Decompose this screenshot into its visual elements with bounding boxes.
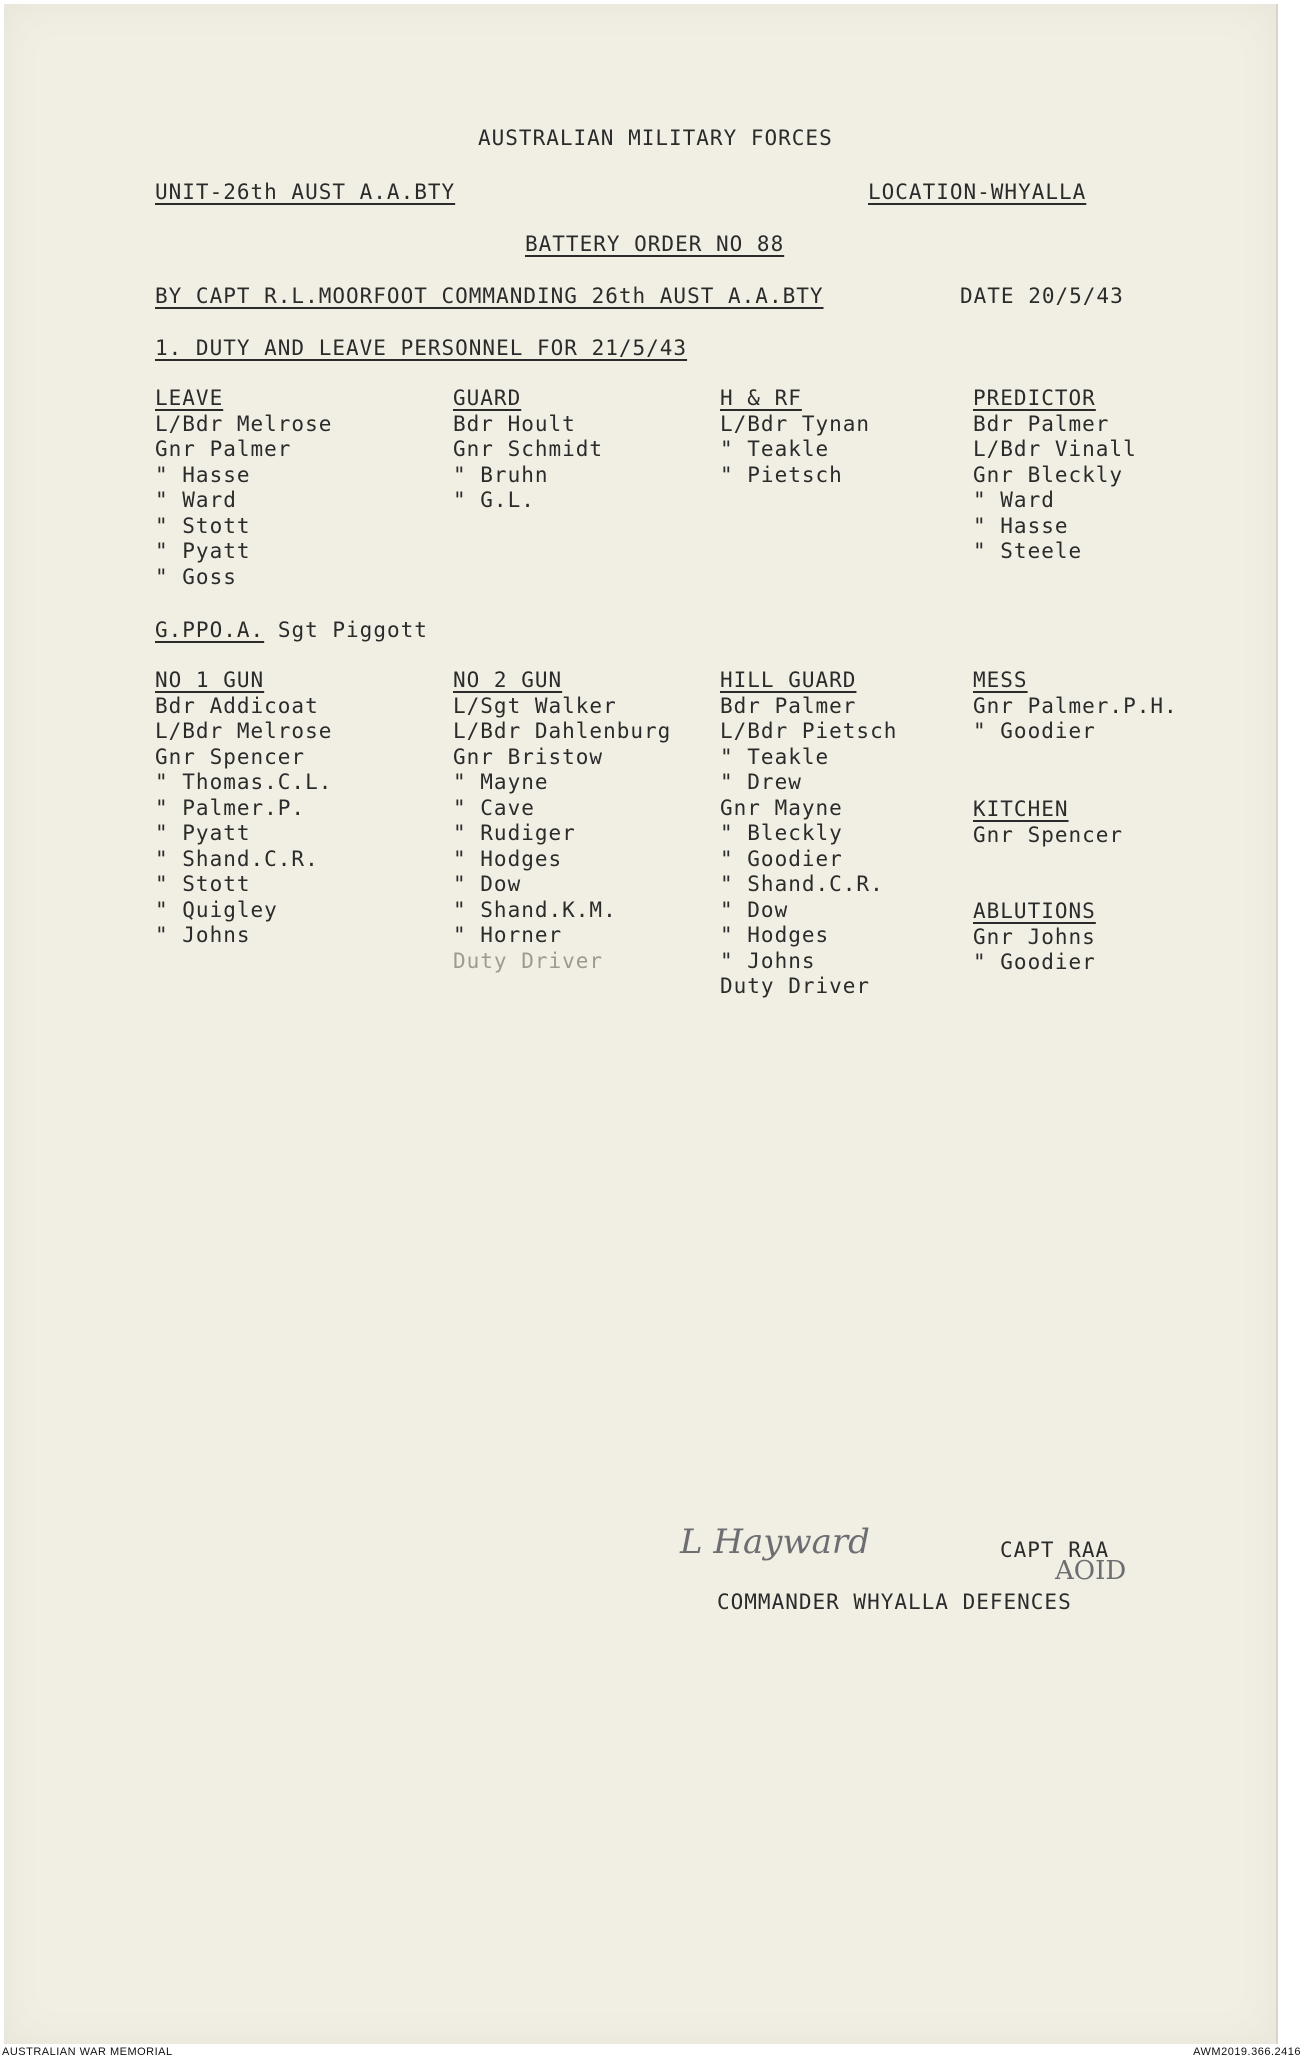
list-item: L/Bdr Vinall — [973, 437, 1137, 461]
list-item: L/Bdr Tynan — [720, 411, 871, 436]
signature-annotation: AOID — [1055, 1556, 1127, 1586]
mess-heading: MESS — [973, 668, 1028, 692]
list-item: " Stott — [155, 513, 251, 538]
duty-driver-label: Duty Driver — [453, 948, 604, 973]
location-line: LOCATION-WHYALLA — [868, 180, 1087, 204]
list-item: " Goodier — [973, 950, 1096, 974]
list-item: " Thomas.C.L. — [155, 770, 333, 794]
list-item: Gnr Palmer — [155, 437, 292, 461]
list-item: Gnr Mayne — [720, 795, 843, 820]
list-item: Gnr Spencer — [155, 744, 306, 769]
kitchen-column — [973, 797, 1123, 848]
predictor-column — [973, 386, 1137, 565]
hill-guard-heading: HILL GUARD — [720, 668, 857, 692]
list-item: " Shand.C.R. — [155, 846, 319, 871]
list-item: L/Sgt Walker — [453, 693, 617, 718]
list-item: " Ward — [155, 488, 237, 512]
list-item: " G.L. — [453, 488, 535, 512]
guard-heading: GUARD — [453, 386, 522, 410]
list-item: " Horner — [453, 923, 563, 947]
gun1-column — [155, 668, 332, 949]
list-item: " Bruhn — [453, 462, 549, 487]
list-item: " Palmer.P. — [155, 795, 306, 820]
list-item: " Johns — [720, 948, 816, 973]
list-item: " Mayne — [453, 770, 549, 794]
list-item: " Rudiger — [453, 821, 576, 845]
list-item: L/Bdr Dahlenburg — [453, 719, 672, 743]
gpo-line — [155, 618, 428, 642]
list-item: " Pyatt — [155, 821, 251, 845]
predictor-heading: PREDICTOR — [973, 386, 1096, 410]
list-item: " Shand.C.R. — [720, 872, 884, 896]
document-title: AUSTRALIAN MILITARY FORCES — [478, 126, 833, 150]
section-heading: 1. DUTY AND LEAVE PERSONNEL FOR 21/5/43 — [155, 336, 688, 360]
list-item: Bdr Palmer — [720, 693, 857, 718]
guard-column — [453, 386, 603, 514]
gun1-heading: NO 1 GUN — [155, 668, 265, 692]
leave-heading: LEAVE — [155, 386, 224, 410]
list-item: " Johns — [155, 923, 251, 947]
footer-accession: AWM2019.366.2416 — [1193, 2046, 1301, 2058]
footer-source: AUSTRALIAN WAR MEMORIAL — [2, 2046, 173, 2058]
list-item: L/Bdr Melrose — [155, 411, 333, 436]
list-item: " Steele — [973, 539, 1083, 563]
list-item: " Cave — [453, 795, 535, 820]
list-item: " Teakle — [720, 744, 830, 769]
list-item: Bdr Palmer — [973, 411, 1110, 436]
ablutions-heading: ABLUTIONS — [973, 899, 1096, 923]
list-item: Gnr Schmidt — [453, 437, 604, 461]
list-item: " Hodges — [720, 923, 830, 947]
hill-guard-column — [720, 668, 897, 1000]
list-item: Bdr Hoult — [453, 411, 576, 436]
list-item: " Pyatt — [155, 539, 251, 563]
document-page — [4, 4, 1278, 2044]
list-item: Gnr Bristow — [453, 744, 604, 769]
order-number: BATTERY ORDER NO 88 — [525, 232, 785, 256]
mess-column — [973, 668, 1178, 745]
ablutions-column — [973, 899, 1096, 976]
list-item: L/Bdr Melrose — [155, 719, 333, 743]
list-item: " Pietsch — [720, 462, 843, 487]
list-item: " Teakle — [720, 437, 830, 461]
signature-rank: CAPT RAA — [1000, 1538, 1110, 1562]
list-item: " Goodier — [720, 846, 843, 871]
list-item: Gnr Johns — [973, 924, 1096, 949]
leave-column — [155, 386, 332, 590]
list-item: " Stott — [155, 872, 251, 896]
list-item: L/Bdr Pietsch — [720, 719, 898, 743]
gun2-column — [453, 668, 671, 974]
handwritten-signature: L Hayward — [680, 1522, 870, 1562]
gpo-name: Sgt Piggott — [277, 618, 428, 642]
list-item: " Goodier — [973, 719, 1096, 743]
gun2-heading: NO 2 GUN — [453, 668, 563, 692]
list-item: Duty Driver — [720, 974, 871, 998]
kitchen-heading: KITCHEN — [973, 797, 1069, 821]
list-item: Gnr Bleckly — [973, 462, 1124, 487]
list-item: " Dow — [453, 872, 522, 896]
by-line: BY CAPT R.L.MOORFOOT COMMANDING 26th AUST A.A.BTY — [155, 284, 824, 308]
list-item: " Hasse — [973, 513, 1069, 538]
list-item: " Quigley — [155, 897, 278, 922]
list-item: " Ward — [973, 488, 1055, 512]
gpo-label: G.PPO.A. — [155, 618, 265, 642]
hrf-column — [720, 386, 870, 488]
hrf-heading: H & RF — [720, 386, 802, 410]
list-item: " Drew — [720, 770, 802, 794]
list-item: " Hasse — [155, 462, 251, 487]
list-item: " Dow — [720, 897, 789, 922]
signature-title: COMMANDER WHYALLA DEFENCES — [717, 1590, 1072, 1614]
list-item: " Shand.K.M. — [453, 897, 617, 922]
order-date: DATE 20/5/43 — [960, 284, 1124, 308]
list-item: " Hodges — [453, 846, 563, 871]
list-item: " Bleckly — [720, 821, 843, 845]
list-item: Gnr Spencer — [973, 822, 1124, 847]
list-item: Gnr Palmer.P.H. — [973, 693, 1178, 718]
list-item: " Goss — [155, 564, 237, 589]
unit-line: UNIT-26th AUST A.A.BTY — [155, 180, 456, 204]
list-item: Bdr Addicoat — [155, 693, 319, 718]
